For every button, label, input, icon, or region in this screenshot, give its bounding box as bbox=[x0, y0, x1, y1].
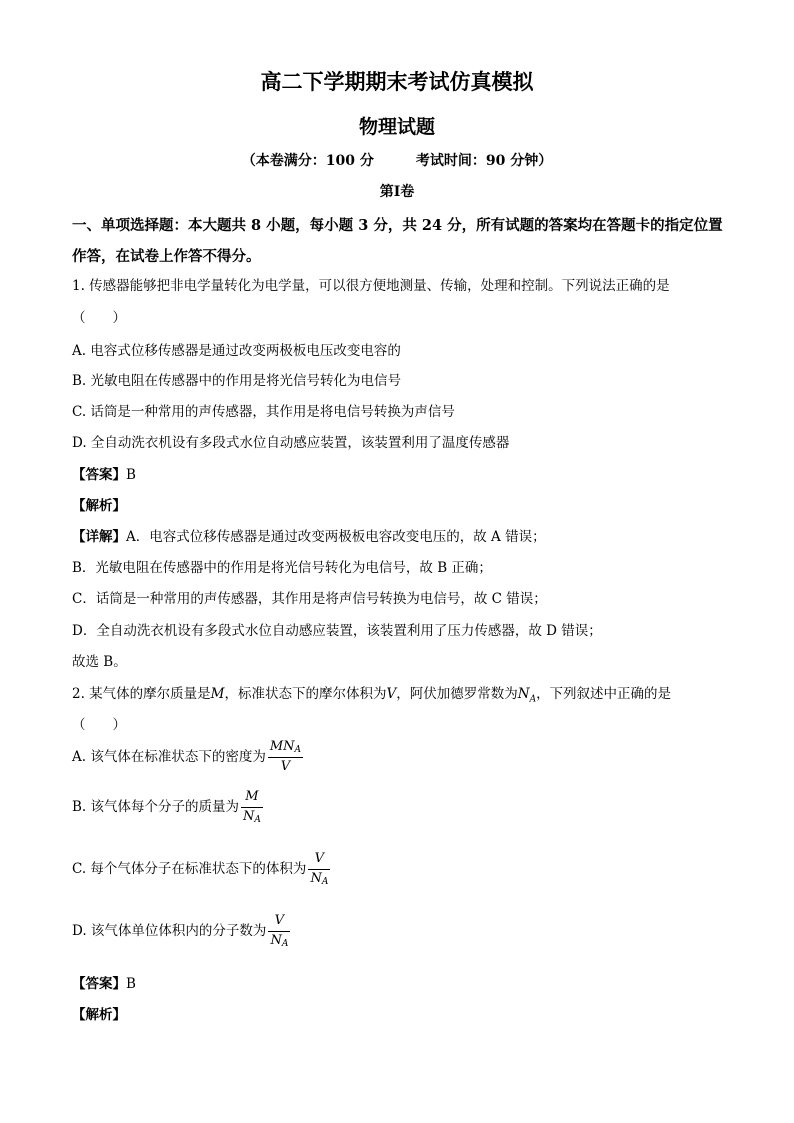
q2-option-b bbox=[72, 790, 263, 825]
q1-answer bbox=[72, 463, 136, 483]
frac-den: N bbox=[270, 933, 282, 948]
frac-num-sub: A bbox=[294, 745, 302, 755]
option-text: B. 该气体每个分子的质量为 bbox=[72, 799, 240, 815]
frac-den-sub: A bbox=[321, 877, 329, 887]
q1-detail-b: B．光敏电阻在传感器中的作用是将光信号转化为电信号，故 B 正确； bbox=[72, 560, 492, 576]
exam-score: （本卷满分：100 分 bbox=[241, 153, 374, 169]
fraction bbox=[268, 914, 290, 949]
q2-option-d bbox=[72, 914, 290, 949]
fraction bbox=[241, 790, 263, 825]
q1-option-b: B. 光敏电阻在传感器中的作用是将光信号转化为电信号 bbox=[72, 373, 402, 389]
q1-blank: （ ） bbox=[72, 310, 126, 326]
q2-answer bbox=[72, 972, 136, 992]
var-NA bbox=[517, 686, 537, 705]
frac-num: MN bbox=[269, 739, 295, 754]
answer-value: B bbox=[126, 467, 136, 483]
exam-time: 考试时间：90 分钟） bbox=[415, 153, 553, 169]
q2-option-a bbox=[72, 740, 303, 775]
fraction bbox=[308, 852, 330, 887]
q2-blank: （ ） bbox=[72, 717, 126, 733]
frac-den: V bbox=[280, 759, 291, 774]
var-V: V bbox=[386, 686, 397, 702]
answer-value: B bbox=[126, 976, 136, 992]
q2-stem-part: ，标准状态下的摩尔体积为 bbox=[224, 686, 387, 702]
exam-title: 高二下学期期末考试仿真模拟 bbox=[260, 69, 534, 94]
q2-option-c bbox=[72, 852, 330, 887]
option-text: A. 该气体在标准状态下的密度为 bbox=[72, 749, 266, 765]
q2-stem-part: 2. 某气体的摩尔质量是 bbox=[72, 686, 211, 702]
frac-den: N bbox=[310, 871, 322, 886]
q1-conclusion: 故选 B。 bbox=[72, 654, 127, 670]
exam-info bbox=[0, 150, 794, 170]
q1-option-a: A. 电容式位移传感器是通过改变两极板电压改变电容的 bbox=[72, 343, 401, 359]
frac-num: M bbox=[245, 789, 259, 804]
answer-tag: 【答案】 bbox=[72, 976, 126, 992]
frac-num: V bbox=[274, 913, 285, 928]
frac-den-sub: A bbox=[281, 939, 289, 949]
q2-stem bbox=[72, 682, 671, 705]
frac-den: N bbox=[243, 809, 255, 824]
q2-analysis-tag: 【解析】 bbox=[72, 1007, 126, 1023]
option-text: D. 该气体单位体积内的分子数为 bbox=[72, 923, 267, 939]
detail-tag: 【详解】 bbox=[72, 529, 126, 545]
var-N: N bbox=[517, 686, 530, 702]
q2-stem-part: ，下列叙述中正确的是 bbox=[536, 686, 672, 702]
q1-option-c: C. 话筒是一种常用的声传感器，其作用是将电信号转换为声信号 bbox=[72, 404, 455, 420]
q1-stem: 1. 传感器能够把非电学量转化为电学量，可以很方便地测量、传输，处理和控制。下列说法正确的是 bbox=[72, 278, 670, 294]
frac-den-sub: A bbox=[254, 815, 261, 825]
var-M: M bbox=[210, 686, 225, 702]
q1-detail-c: C．话筒是一种常用的声传感器，其作用是将声信号转换为电信号，故 C 错误； bbox=[72, 591, 547, 607]
answer-tag: 【答案】 bbox=[72, 467, 126, 483]
option-text: C. 每个气体分子在标准状态下的体积为 bbox=[72, 861, 307, 877]
detail-a-text: A．电容式位移传感器是通过改变两极板电容改变电压的，故 A 错误； bbox=[126, 529, 546, 545]
q1-detail-d: D．全自动洗衣机设有多段式水位自动感应装置，该装置利用了压力传感器，故 D 错误； bbox=[72, 623, 602, 639]
frac-num: V bbox=[314, 851, 325, 866]
volume-heading: 第Ⅰ卷 bbox=[379, 184, 415, 200]
fraction bbox=[268, 740, 303, 775]
var-A: A bbox=[529, 694, 537, 705]
q2-stem-part: ，阿伏加德罗常数为 bbox=[396, 686, 518, 702]
section-heading: 一、单项选择题：本大题共 8 小题，每小题 3 分，共 24 分，所有试题的答案均在答题卡的指定位置作答，在试卷上作答不得分。 bbox=[72, 217, 723, 265]
q1-option-d: D. 全自动洗衣机设有多段式水位自动感应装置，该装置利用了温度传感器 bbox=[72, 435, 510, 451]
q1-detail-a bbox=[72, 525, 546, 545]
q1-analysis-tag: 【解析】 bbox=[72, 498, 126, 514]
exam-subject: 物理试题 bbox=[358, 116, 435, 138]
